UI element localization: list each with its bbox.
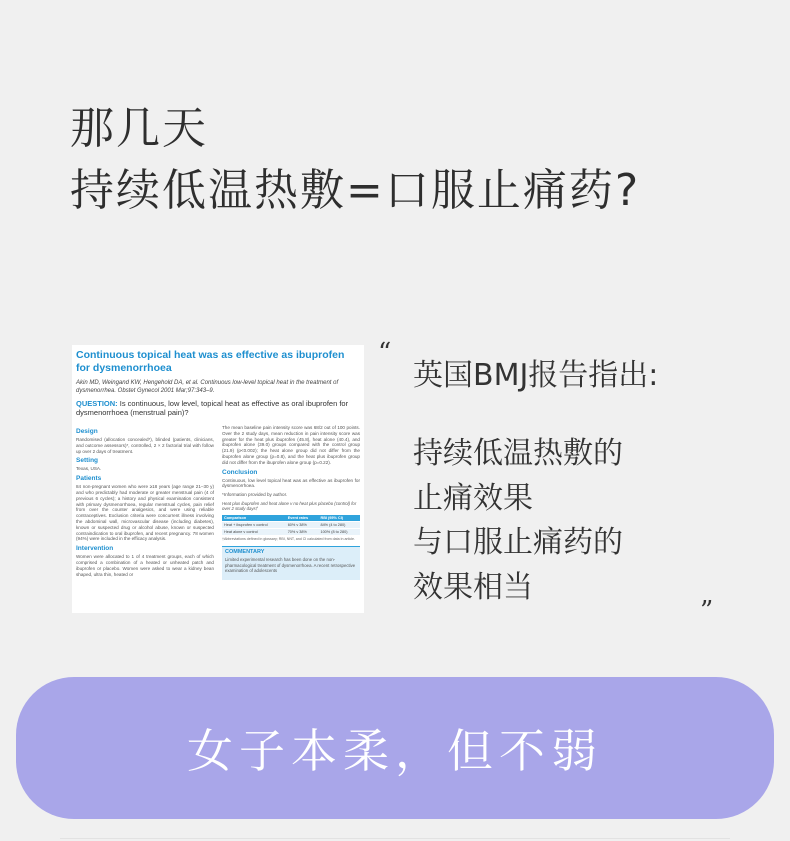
headline xyxy=(70,98,640,222)
patients-text: 84 non-pregnant women who were ≥18 years (age range 21–30 y) and who predictably had moderate or greater menstrual pain (4 of previous 6 cycles); a history and physical examination consistent with primary dysmenorrhoea, regular menstrual cycles, pain relief from over the counter analgesics, and were using reliable contraceptives. Exclusion criteria were concurrent illness involving the abdominal wall, microvascular disease (including diabetes), known or suspected drug or alcohol abuse, known or suspected contraindication to oral ibuprofen, and recent pregnancy. 78 women (94%) were included in the efficacy analysis. xyxy=(76,484,214,542)
table-cell: 84% (4 to 280) xyxy=(318,521,360,528)
results-text: The mean baseline pain intensity score was 68/2 out of 100 points. Over the 2 study days, mean reduction in pain intensity score was greater for the heat plus ibuprofen (45.8), heat alone (40.4), and ibuprofen alone (39.0) groups compared with the control group (21.9) (p<0.002); the heat alone group did not differ from the ibuprofen alone group (p=0.8), and the heat plus ibuprofen group did not differ from the ibuprofen alone group (p=0.22). xyxy=(222,425,360,465)
headline-line-1: 那几天 xyxy=(70,103,208,154)
bmj-paper-excerpt xyxy=(72,345,364,613)
design-heading: Design xyxy=(76,428,98,435)
setting-text: Texas, USA. xyxy=(76,466,102,472)
quote-source: 英国BMJ报告指出: xyxy=(413,358,659,393)
table-row xyxy=(222,521,360,528)
commentary-box xyxy=(222,546,360,580)
paper-right-column xyxy=(222,425,360,580)
quote-line: 止痛效果 xyxy=(413,480,533,516)
slogan-text: 女子本柔，但不弱 xyxy=(187,724,603,778)
table-cell: 60% v 38% xyxy=(286,521,319,528)
table-header-cell: Comparison xyxy=(222,515,286,522)
divider xyxy=(60,838,730,839)
quote-line: 持续低温热敷的 xyxy=(413,436,623,471)
quote-body xyxy=(413,432,623,610)
table-cell: 100% (8 to 280) xyxy=(318,528,360,535)
patients-heading: Patients xyxy=(76,475,102,483)
commentary-text: Limited experimental research has been done on the non-pharmacological treatment of dysmenorrhoea. A recent retrospective examination of adolescents xyxy=(225,557,356,574)
table-cell: 70% v 38% xyxy=(286,528,319,535)
setting-heading: Setting xyxy=(76,457,99,465)
design-text: Randomised (allocation concealed*), blinded (patients, clinicians, and outcome assessors)*, controlled, 2 × 2 factorial trial with follow up over 2 days of treatment. xyxy=(76,437,214,454)
table-header-cell: Event rates xyxy=(286,515,319,522)
conclusion-text: Continuous, low level topical heat was as effective as ibuprofen for dysmenorrhoea. xyxy=(222,477,360,489)
question-label: QUESTION: xyxy=(76,399,118,408)
conclusion-heading: Conclusion xyxy=(222,468,258,476)
table-header-cell: RBI (95% CI) xyxy=(318,515,360,522)
table-row xyxy=(222,528,360,535)
paper-left-column xyxy=(76,425,214,577)
question-text: Is continuous, low level, topical heat as effective as oral ibuprofen for dysmenorrhoea (menstrual pain)? xyxy=(76,399,349,417)
table-footnote: †Abbreviations defined in glossary; RBI, NNT, and CI calculated from data in article. xyxy=(222,536,356,541)
quote-line: 效果相当 xyxy=(413,569,533,605)
paper-title: Continuous topical heat was as effective as ibuprofen for dysmenorrhoea xyxy=(76,349,345,374)
intervention-text: Women were allocated to 1 of 4 treatment groups, each of which comprised a combination of a heated or unheated patch and ibuprofen or placebo. Women were asked to wear a kidney bean shaped, ultra thin, heated or xyxy=(76,554,214,577)
close-quote-icon: ” xyxy=(700,596,714,626)
table-caption: Heat plus ibuprofen and heat alone v no heat plus placebo (control) for over 2 study days† xyxy=(222,500,357,512)
paper-citation: Akin MD, Weingand KW, Hengehold DA, et al. Continuous low-level topical heat in the treatment of dysmenorrhea. Obstet Gynecol 2001 Mar;97:343–9. xyxy=(76,380,339,394)
results-table xyxy=(222,515,360,535)
intervention-heading: Intervention xyxy=(76,545,114,553)
commentary-heading: COMMENTARY xyxy=(225,549,265,556)
paper-question xyxy=(76,399,361,417)
info-note: *Information provided by author. xyxy=(222,492,288,498)
open-quote-icon: “ xyxy=(378,338,392,368)
quote-line: 与口服止痛药的 xyxy=(413,525,623,560)
table-cell: Heat alone v control xyxy=(222,528,286,535)
headline-line-2: 持续低温热敷=口服止痛药? xyxy=(70,165,641,216)
slogan-banner xyxy=(16,677,774,819)
table-cell: Heat + ibuprofen v control xyxy=(222,521,286,528)
